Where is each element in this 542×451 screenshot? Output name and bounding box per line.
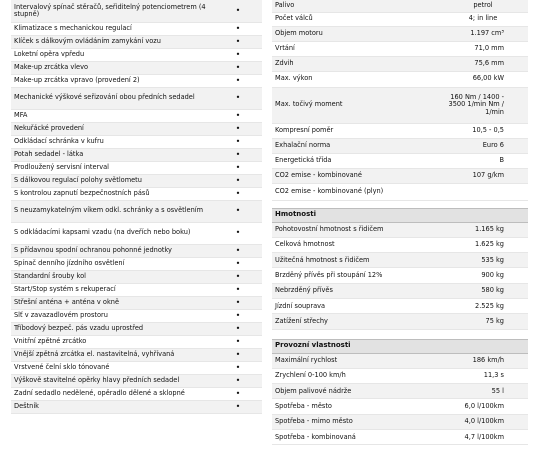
equipment-row <box>11 387 262 400</box>
bullet-icon: • <box>211 87 262 109</box>
spec-label: Max. točivý moment <box>272 87 435 123</box>
spec-label: Zrychlení 0-100 km/h <box>272 368 435 383</box>
equipment-row <box>11 22 262 35</box>
equipment-row <box>11 109 262 122</box>
spec-label: Spotřeba - kombinovaná <box>272 430 435 445</box>
equipment-row <box>11 174 262 187</box>
spec-label: Zdvih <box>272 56 435 71</box>
spec-label: Maximální rychlost <box>272 353 435 368</box>
equipment-row <box>11 361 262 374</box>
equipment-label: Odkládací schránka v kufru <box>11 135 211 148</box>
equipment-label: Spínač denního jízdního osvětlení <box>11 257 211 270</box>
spec-value: 535 kg <box>435 253 528 268</box>
equipment-row <box>11 0 262 22</box>
spec-label: Nebrzděný přívěs <box>272 283 435 298</box>
spec-row <box>272 222 528 237</box>
bullet-icon: • <box>211 222 262 244</box>
spec-label: Užitečná hmotnost s řidičem <box>272 253 435 268</box>
equipment-label: S přídavnou spodní ochranou pohonné jednotky <box>11 244 211 257</box>
spec-value: 1.197 cm³ <box>435 26 528 41</box>
equipment-row <box>11 161 262 174</box>
bullet-icon: • <box>211 161 262 174</box>
spec-row <box>272 12 528 26</box>
spec-value: 2.525 kg <box>435 298 528 313</box>
equipment-label: Make-up zrcátka vlevo <box>11 61 211 74</box>
bullet-icon: • <box>211 283 262 296</box>
equipment-label: Výškově stavitelné opěrky hlavy předních sedadel <box>11 374 211 387</box>
spec-row <box>272 298 528 313</box>
spec-row <box>272 430 528 445</box>
equipment-list <box>11 0 262 414</box>
equipment-label: Vnitřní zpětné zrcátko <box>11 335 211 348</box>
equipment-label: Vrstvené čelní sklo tónované <box>11 361 211 374</box>
spec-value: 186 km/h <box>435 353 528 368</box>
bullet-icon: • <box>211 61 262 74</box>
bullet-icon: • <box>211 200 262 222</box>
equipment-label: Start/Stop systém s rekuperací <box>11 283 211 296</box>
spec-row <box>272 183 528 200</box>
spec-row <box>272 71 528 87</box>
equipment-row <box>11 322 262 335</box>
equipment-row <box>11 148 262 161</box>
bullet-icon: • <box>211 348 262 361</box>
spec-label: CO2 emise - kombinované (plyn) <box>272 183 435 200</box>
spec-label: Energetická třída <box>272 153 435 168</box>
spec-label: Zatížení střechy <box>272 314 435 329</box>
bullet-icon: • <box>211 0 262 22</box>
spec-row <box>272 123 528 138</box>
bullet-icon: • <box>211 109 262 122</box>
spec-value: 1.625 kg <box>435 237 528 252</box>
equipment-row <box>11 270 262 283</box>
bullet-icon: • <box>211 361 262 374</box>
spec-label: Vrtání <box>272 41 435 56</box>
equipment-row <box>11 135 262 148</box>
equipment-row <box>11 257 262 270</box>
spec-label: Objem palivové nádrže <box>272 384 435 399</box>
spec-label: Objem motoru <box>272 26 435 41</box>
spec-label: Jízdní souprava <box>272 298 435 313</box>
equipment-label: Make-up zrcátka vpravo (provedení 2) <box>11 74 211 87</box>
bullet-icon: • <box>211 244 262 257</box>
spec-row <box>272 399 528 414</box>
equipment-label: S neuzamykatelným víkem odkl. schránky a s osvětlením <box>11 200 211 222</box>
spacer <box>272 329 528 339</box>
equipment-label: S dálkovou regulací polohy světlometu <box>11 174 211 187</box>
section-title: Hmotnosti <box>272 208 528 222</box>
spec-label: CO2 emise - kombinované <box>272 168 435 183</box>
equipment-label: Intervalový spínač stěračů, seřiditelný potenciometrem (4 stupně) <box>11 0 211 22</box>
equipment-label: Vnější zpětná zrcátka el. nastavitelná, vyhřívaná <box>11 348 211 361</box>
bullet-icon: • <box>211 309 262 322</box>
spec-label: Palivo <box>272 0 435 12</box>
section-header-weights <box>272 208 528 222</box>
equipment-label: Nekuřácké provedení <box>11 122 211 135</box>
bullet-icon: • <box>211 387 262 400</box>
equipment-row <box>11 348 262 361</box>
equipment-row <box>11 296 262 309</box>
spec-label: Kompresní poměr <box>272 123 435 138</box>
technical-data <box>272 0 528 445</box>
equipment-row <box>11 61 262 74</box>
spec-value: 1.165 kg <box>435 222 528 237</box>
bullet-icon: • <box>211 374 262 387</box>
spec-row <box>272 87 528 123</box>
equipment-label: S kontrolou zapnutí bezpečnostních pásů <box>11 187 211 200</box>
spec-row <box>272 153 528 168</box>
bullet-icon: • <box>211 187 262 200</box>
equipment-row <box>11 374 262 387</box>
bullet-icon: • <box>211 122 262 135</box>
spec-value: B <box>435 153 528 168</box>
equipment-row <box>11 48 262 61</box>
equipment-table <box>11 0 262 414</box>
equipment-row <box>11 244 262 257</box>
equipment-row <box>11 283 262 296</box>
spacer-cell <box>272 329 528 339</box>
equipment-row <box>11 222 262 244</box>
spec-value: 75,6 mm <box>435 56 528 71</box>
equipment-row <box>11 200 262 222</box>
equipment-label: Tříbodový bezpeč. pás vzadu uprostřed <box>11 322 211 335</box>
equipment-label: Klimatizace s mechanickou regulací <box>11 22 211 35</box>
spec-row <box>272 353 528 368</box>
spec-row <box>272 138 528 153</box>
spec-label: Brzděný přívěs při stoupání 12% <box>272 268 435 283</box>
equipment-label: Prodloužený servisní interval <box>11 161 211 174</box>
spec-row <box>272 283 528 298</box>
section-header-operation <box>272 339 528 353</box>
spec-label: Počet válců <box>272 12 435 26</box>
equipment-row <box>11 35 262 48</box>
equipment-label: Slť v zavazadlovém prostoru <box>11 309 211 322</box>
spec-label: Pohotovostní hmotnost s řidičem <box>272 222 435 237</box>
equipment-row <box>11 87 262 109</box>
spec-row <box>272 56 528 71</box>
spec-value: petrol <box>435 0 528 12</box>
bullet-icon: • <box>211 400 262 413</box>
bullet-icon: • <box>211 174 262 187</box>
equipment-label: Mechanické výškové seřizování obou předních sedadel <box>11 87 211 109</box>
spec-row <box>272 41 528 56</box>
technical-table <box>272 0 528 445</box>
equipment-label: S odkládacími kapsami vzadu (na dveřích nebo boku) <box>11 222 211 244</box>
spec-value <box>435 183 528 200</box>
spacer <box>272 200 528 208</box>
spec-row <box>272 268 528 283</box>
equipment-label: MFA <box>11 109 211 122</box>
equipment-row <box>11 400 262 413</box>
spec-value: 4,7 l/100km <box>435 430 528 445</box>
equipment-row <box>11 335 262 348</box>
spec-label: Max. výkon <box>272 71 435 87</box>
bullet-icon: • <box>211 35 262 48</box>
section-title: Provozní vlastnosti <box>272 339 528 353</box>
spec-row <box>272 0 528 12</box>
bullet-icon: • <box>211 296 262 309</box>
spacer-cell <box>272 200 528 208</box>
bullet-icon: • <box>211 257 262 270</box>
bullet-icon: • <box>211 270 262 283</box>
spec-row <box>272 237 528 252</box>
equipment-label: Zadní sedadlo nedělené, opěradlo dělené a sklopné <box>11 387 211 400</box>
spec-row <box>272 26 528 41</box>
spec-value: 107 g/km <box>435 168 528 183</box>
spec-row <box>272 384 528 399</box>
spec-value: 4; in line <box>435 12 528 26</box>
bullet-icon: • <box>211 22 262 35</box>
spec-row <box>272 414 528 429</box>
equipment-row <box>11 309 262 322</box>
equipment-row <box>11 122 262 135</box>
bullet-icon: • <box>211 148 262 161</box>
equipment-label: Standardní šrouby kol <box>11 270 211 283</box>
bullet-icon: • <box>211 48 262 61</box>
spec-value: 580 kg <box>435 283 528 298</box>
equipment-label: Loketní opěra vpředu <box>11 48 211 61</box>
spec-value: 4,0 l/100km <box>435 414 528 429</box>
equipment-label: Střešní anténa + anténa v okně <box>11 296 211 309</box>
spec-row <box>272 314 528 329</box>
bullet-icon: • <box>211 335 262 348</box>
bullet-icon: • <box>211 322 262 335</box>
spec-value: 71,0 mm <box>435 41 528 56</box>
spec-value: 160 Nm / 1400 - 3500 1/min Nm / 1/min <box>435 87 528 123</box>
spec-value: 11,3 s <box>435 368 528 383</box>
spec-value: Euro 6 <box>435 138 528 153</box>
spec-label: Celková hmotnost <box>272 237 435 252</box>
equipment-label: Potah sedadel - látka <box>11 148 211 161</box>
spec-label: Spotřeba - město <box>272 399 435 414</box>
spec-value: 55 l <box>435 384 528 399</box>
equipment-row <box>11 187 262 200</box>
equipment-label: Deštník <box>11 400 211 413</box>
spec-value: 75 kg <box>435 314 528 329</box>
spec-row <box>272 368 528 383</box>
spec-row <box>272 253 528 268</box>
spec-value: 6,0 l/100km <box>435 399 528 414</box>
bullet-icon: • <box>211 74 262 87</box>
equipment-label: Klíček s dálkovým ovládáním zamykání vozu <box>11 35 211 48</box>
spec-row <box>272 168 528 183</box>
spec-value: 66,00 kW <box>435 71 528 87</box>
spec-value: 900 kg <box>435 268 528 283</box>
spec-label: Exhalační norma <box>272 138 435 153</box>
equipment-row <box>11 74 262 87</box>
bullet-icon: • <box>211 135 262 148</box>
spec-value: 10,5 - 0,5 <box>435 123 528 138</box>
spec-label: Spotřeba - mimo město <box>272 414 435 429</box>
